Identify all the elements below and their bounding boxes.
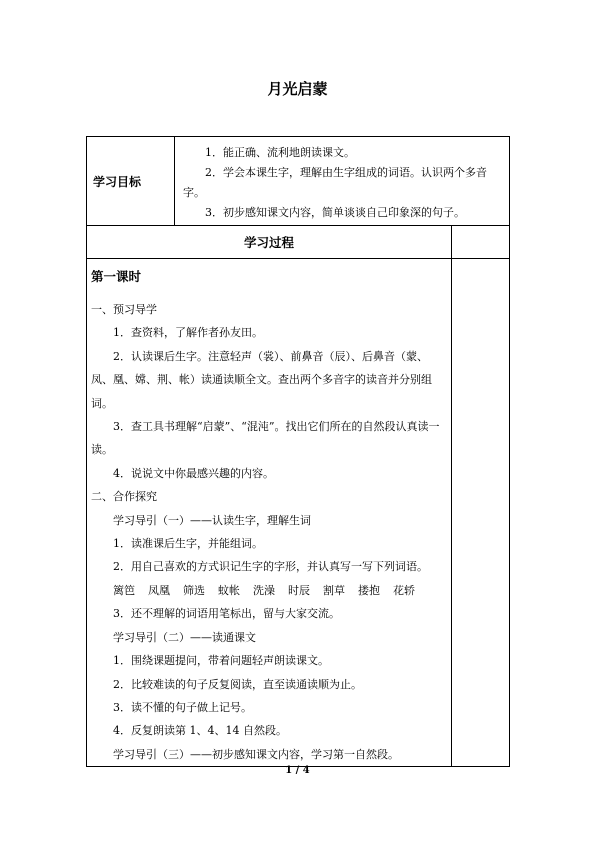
list-item: 2．比较难读的句子反复阅读，直至读通读顺为止。: [113, 677, 362, 691]
vocab-word: 洗澡: [253, 583, 275, 597]
list-item: 1．围绕课题提问，带着问题轻声朗读课文。: [113, 654, 329, 668]
vocab-word: 花轿: [393, 583, 415, 597]
list-item: 3．查工具书理解“启蒙”、“混沌”。找出它们所在的自然段认真读一读。: [91, 420, 440, 457]
goals-label: 学习目标: [87, 137, 175, 226]
list-item: 3．读不懂的句子做上记号。: [113, 700, 252, 714]
goal-item: 3．初步感知课文内容，简单谈谈自己印象深的句子。: [205, 206, 465, 219]
list-item: 2．认读课后生字。注意轻声（裳）、前鼻音（辰）、后鼻音（蒙、凤、凰、嫦、荆、帐）读通读顺全文。查出两个多音字的读音并分别组词。: [91, 349, 432, 410]
process-header: 学习过程: [87, 226, 452, 259]
vocab-word: 凤凰: [148, 583, 170, 597]
vocab-word: 篱笆: [113, 583, 135, 597]
notes-column-cell: [452, 259, 510, 767]
vocab-word: 蚊帐: [218, 583, 240, 597]
guide-title: 学习导引（二）——读通课文: [113, 630, 256, 644]
lesson-plan-table: [86, 136, 510, 767]
process-body: [87, 259, 452, 767]
goals-content: [175, 137, 510, 226]
section-heading: 二、合作探究: [91, 490, 157, 504]
guide-title: 学习导引（一）——认读生字，理解生词: [113, 513, 311, 527]
page-number: 1 / 4: [285, 765, 310, 776]
goal-item: 2．学会本课生字，理解由生字组成的词语。认识两个多音字。: [183, 166, 487, 199]
lesson-title: 第一课时: [91, 269, 142, 284]
list-item: 2．用自己喜欢的方式识记生字的字形，并认真写一写下列词语。: [113, 560, 428, 574]
process-body-row: [87, 259, 510, 767]
guide-title: 学习导引（三）——初步感知课文内容，学习第一自然段。: [113, 747, 399, 761]
vocab-word: 割草: [323, 583, 345, 597]
list-item: 1．读准课后生字，并能组词。: [113, 537, 263, 551]
goal-item: 1．能正确、流利地朗读课文。: [205, 146, 355, 159]
vocab-words: [91, 579, 445, 602]
process-header-row: [87, 226, 510, 259]
vocab-word: 搂抱: [358, 583, 380, 597]
vocab-word: 时辰: [288, 583, 310, 597]
section-heading: 一、预习导学: [91, 303, 157, 316]
goals-row: [87, 137, 510, 226]
list-item: 1．查资料，了解作者孙友田。: [113, 326, 263, 340]
list-item: 4．说说文中你最感兴趣的内容。: [113, 466, 274, 480]
vocab-word: 筛选: [183, 583, 205, 597]
document-title: 月光启蒙: [267, 80, 328, 98]
process-side-cell: [452, 226, 510, 259]
list-item: 4．反复朗读第 1、4、14 自然段。: [113, 724, 287, 738]
list-item: 3．还不理解的词语用笔标出，留与大家交流。: [113, 607, 340, 621]
